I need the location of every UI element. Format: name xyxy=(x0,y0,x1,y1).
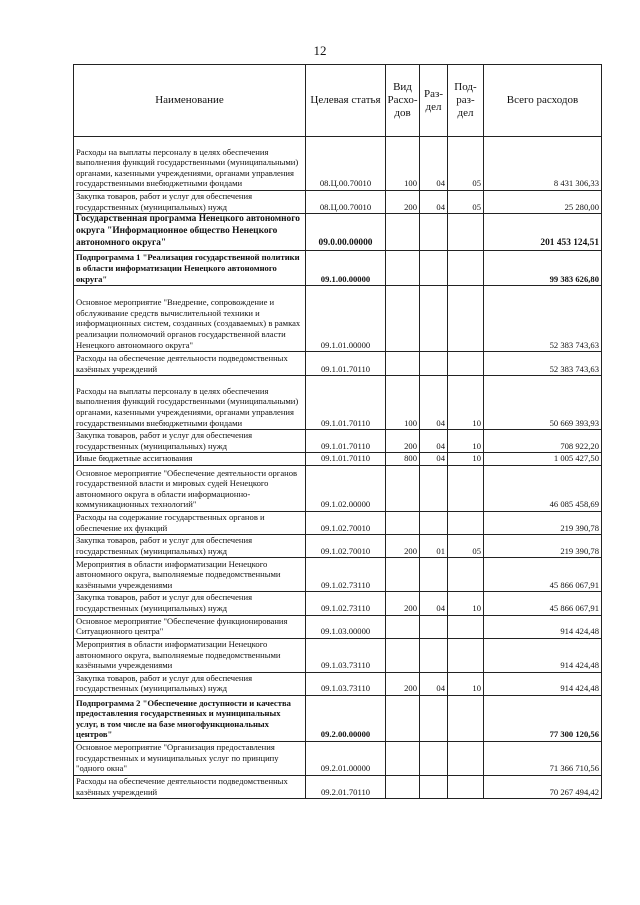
row-name: Расходы на содержание государственных органов и обеспечение их функций xyxy=(74,511,306,534)
row-name: Государственная программа Ненецкого автономного округа "Информационное общество Ненецкого автономного округа" xyxy=(74,214,306,251)
row-expense-type: 200 xyxy=(386,535,420,558)
row-amount: 99 383 626,80 xyxy=(484,251,602,286)
row-section xyxy=(420,465,448,511)
row-name: Иные бюджетные ассигнования xyxy=(74,453,306,466)
table-header-row xyxy=(74,65,602,137)
row-expense-type xyxy=(386,695,420,741)
row-expense-type: 200 xyxy=(386,191,420,214)
row-article: 09.1.01.70110 xyxy=(306,352,386,376)
row-article: 09.1.02.73110 xyxy=(306,558,386,592)
row-subsection xyxy=(448,214,484,251)
table-row xyxy=(74,638,602,672)
table-row-program xyxy=(74,214,602,251)
row-subsection xyxy=(448,558,484,592)
header-name: Наименование xyxy=(74,65,306,137)
row-subsection: 05 xyxy=(448,535,484,558)
page-number: 12 xyxy=(313,43,327,58)
row-amount: 914 424,48 xyxy=(484,672,602,695)
row-section: 04 xyxy=(420,592,448,615)
table-row xyxy=(74,592,602,615)
row-amount: 45 866 067,91 xyxy=(484,558,602,592)
row-name: Расходы на обеспечение деятельности подведомственных казённых учреждений xyxy=(74,352,306,376)
expenditure-table xyxy=(73,64,602,799)
row-article: 09.1.02.70010 xyxy=(306,511,386,534)
row-amount: 708 922,20 xyxy=(484,430,602,453)
row-article: 09.2.01.00000 xyxy=(306,741,386,775)
row-expense-type xyxy=(386,638,420,672)
row-article: 09.1.01.70110 xyxy=(306,430,386,453)
row-article: 09.1.03.73110 xyxy=(306,672,386,695)
row-article: 09.1.02.70010 xyxy=(306,535,386,558)
row-amount: 45 866 067,91 xyxy=(484,592,602,615)
row-expense-type: 100 xyxy=(386,137,420,191)
row-name: Подпрограмма 2 "Обеспечение доступности и качества предоставления государственных и муниципальных услуг, в том числе на базе многофункциональных центров" xyxy=(74,695,306,741)
table-row xyxy=(74,741,602,775)
row-name: Закупка товаров, работ и услуг для обеспечения государственных (муниципальных) нужд xyxy=(74,430,306,453)
row-article: 09.2.01.70110 xyxy=(306,775,386,798)
row-name: Основное мероприятие "Обеспечение деятельности органов государственной власти и мировых судей Ненецкого автономного округа в области информационно-коммуникационных технологий" xyxy=(74,465,306,511)
row-article: 09.1.00.00000 xyxy=(306,251,386,286)
row-amount: 25 280,00 xyxy=(484,191,602,214)
row-amount: 70 267 494,42 xyxy=(484,775,602,798)
table-row xyxy=(74,286,602,352)
row-amount: 201 453 124,51 xyxy=(484,214,602,251)
table-row xyxy=(74,672,602,695)
row-name: Подпрограмма 1 "Реализация государственной политики в области информатизации Ненецкого автономного округа" xyxy=(74,251,306,286)
row-section xyxy=(420,511,448,534)
row-subsection: 10 xyxy=(448,430,484,453)
row-expense-type xyxy=(386,286,420,352)
row-expense-type: 800 xyxy=(386,453,420,466)
row-section xyxy=(420,775,448,798)
row-amount: 71 366 710,56 xyxy=(484,741,602,775)
row-article: 09.2.00.00000 xyxy=(306,695,386,741)
row-name: Закупка товаров, работ и услуг для обеспечения государственных (муниципальных) нужд xyxy=(74,592,306,615)
row-amount: 52 383 743,63 xyxy=(484,352,602,376)
row-amount: 50 669 393,93 xyxy=(484,376,602,430)
row-expense-type xyxy=(386,615,420,638)
row-expense-type: 100 xyxy=(386,376,420,430)
row-section: 04 xyxy=(420,137,448,191)
row-name: Расходы на выплаты персоналу в целях обеспечения выполнения функций государственными (муниципальными) органами, казенными учреждениями, органами управления государственными внебюджетными фондами xyxy=(74,137,306,191)
row-name: Основное мероприятие "Организация предоставления государственных и муниципальных услуг по принципу "одного окна" xyxy=(74,741,306,775)
row-amount: 1 005 427,50 xyxy=(484,453,602,466)
row-article: 08.Ц.00.70010 xyxy=(306,137,386,191)
row-section xyxy=(420,251,448,286)
row-expense-type xyxy=(386,251,420,286)
row-article: 09.0.00.00000 xyxy=(306,214,386,251)
row-section xyxy=(420,558,448,592)
row-section: 04 xyxy=(420,430,448,453)
row-subsection xyxy=(448,741,484,775)
row-name: Закупка товаров, работ и услуг для обеспечения государственных (муниципальных) нужд xyxy=(74,191,306,214)
table-row xyxy=(74,535,602,558)
row-expense-type xyxy=(386,352,420,376)
row-name: Мероприятия в области информатизации Ненецкого автономного округа, выполняемые подведомственными казёнными учреждениями xyxy=(74,558,306,592)
table-row xyxy=(74,558,602,592)
table-row xyxy=(74,465,602,511)
table-row xyxy=(74,352,602,376)
row-section xyxy=(420,286,448,352)
row-article: 09.1.01.00000 xyxy=(306,286,386,352)
table-row xyxy=(74,191,602,214)
row-amount: 914 424,48 xyxy=(484,638,602,672)
row-section: 04 xyxy=(420,453,448,466)
row-amount: 219 390,78 xyxy=(484,535,602,558)
row-subsection xyxy=(448,286,484,352)
row-subsection xyxy=(448,695,484,741)
header-subsection: Под-раз-дел xyxy=(448,65,484,137)
row-section xyxy=(420,615,448,638)
row-amount: 52 383 743,63 xyxy=(484,286,602,352)
row-article: 09.1.02.73110 xyxy=(306,592,386,615)
row-subsection: 10 xyxy=(448,592,484,615)
row-expense-type xyxy=(386,741,420,775)
row-expense-type xyxy=(386,511,420,534)
row-name: Основное мероприятие "Внедрение, сопровождение и обслуживание средств вычислительной техники и информационных систем, созданных (создаваемых) в рамках реализации полномочий органов государственной власти Ненецкого автономного округа" xyxy=(74,286,306,352)
row-section xyxy=(420,214,448,251)
row-subsection xyxy=(448,465,484,511)
row-amount: 219 390,78 xyxy=(484,511,602,534)
table-row xyxy=(74,430,602,453)
row-article: 08.Ц.00.70010 xyxy=(306,191,386,214)
row-subsection xyxy=(448,352,484,376)
row-name: Мероприятия в области информатизации Ненецкого автономного округа, выполняемые подведомственными казёнными учреждениями xyxy=(74,638,306,672)
row-article: 09.1.02.00000 xyxy=(306,465,386,511)
header-total: Всего расходов xyxy=(484,65,602,137)
table-row xyxy=(74,775,602,798)
row-section: 04 xyxy=(420,672,448,695)
row-subsection: 05 xyxy=(448,191,484,214)
row-name: Закупка товаров, работ и услуг для обеспечения государственных (муниципальных) нужд xyxy=(74,672,306,695)
row-amount: 8 431 306,33 xyxy=(484,137,602,191)
table-row-subprogram xyxy=(74,251,602,286)
row-section xyxy=(420,741,448,775)
row-subsection xyxy=(448,775,484,798)
row-subsection: 05 xyxy=(448,137,484,191)
row-subsection: 10 xyxy=(448,376,484,430)
row-expense-type xyxy=(386,214,420,251)
table-row xyxy=(74,511,602,534)
row-section: 04 xyxy=(420,191,448,214)
row-article: 09.1.01.70110 xyxy=(306,453,386,466)
table-row xyxy=(74,615,602,638)
row-amount: 46 085 458,69 xyxy=(484,465,602,511)
row-article: 09.1.01.70110 xyxy=(306,376,386,430)
row-section xyxy=(420,695,448,741)
row-name: Закупка товаров, работ и услуг для обеспечения государственных (муниципальных) нужд xyxy=(74,535,306,558)
row-subsection: 10 xyxy=(448,672,484,695)
row-name: Основное мероприятие "Обеспечение функционирования Ситуационного центра" xyxy=(74,615,306,638)
header-expense-type: Вид Расхо-дов xyxy=(386,65,420,137)
row-subsection xyxy=(448,638,484,672)
row-expense-type xyxy=(386,775,420,798)
row-section: 04 xyxy=(420,376,448,430)
row-expense-type: 200 xyxy=(386,592,420,615)
row-subsection xyxy=(448,511,484,534)
header-section: Раз-дел xyxy=(420,65,448,137)
row-subsection xyxy=(448,615,484,638)
row-section xyxy=(420,352,448,376)
row-name: Расходы на обеспечение деятельности подведомственных казённых учреждений xyxy=(74,775,306,798)
row-expense-type xyxy=(386,558,420,592)
row-subsection xyxy=(448,251,484,286)
row-section xyxy=(420,638,448,672)
row-subsection: 10 xyxy=(448,453,484,466)
row-article: 09.1.03.73110 xyxy=(306,638,386,672)
table-row-subprogram xyxy=(74,695,602,741)
row-expense-type: 200 xyxy=(386,672,420,695)
table-row xyxy=(74,376,602,430)
row-amount: 77 300 120,56 xyxy=(484,695,602,741)
row-section: 01 xyxy=(420,535,448,558)
row-expense-type xyxy=(386,465,420,511)
row-name: Расходы на выплаты персоналу в целях обеспечения выполнения функций государственными (муниципальными) органами, казенными учреждениями, органами управления государственными внебюджетными фондами xyxy=(74,376,306,430)
row-amount: 914 424,48 xyxy=(484,615,602,638)
table-row xyxy=(74,137,602,191)
header-article: Целевая статья xyxy=(306,65,386,137)
row-expense-type: 200 xyxy=(386,430,420,453)
row-article: 09.1.03.00000 xyxy=(306,615,386,638)
table-row xyxy=(74,453,602,466)
